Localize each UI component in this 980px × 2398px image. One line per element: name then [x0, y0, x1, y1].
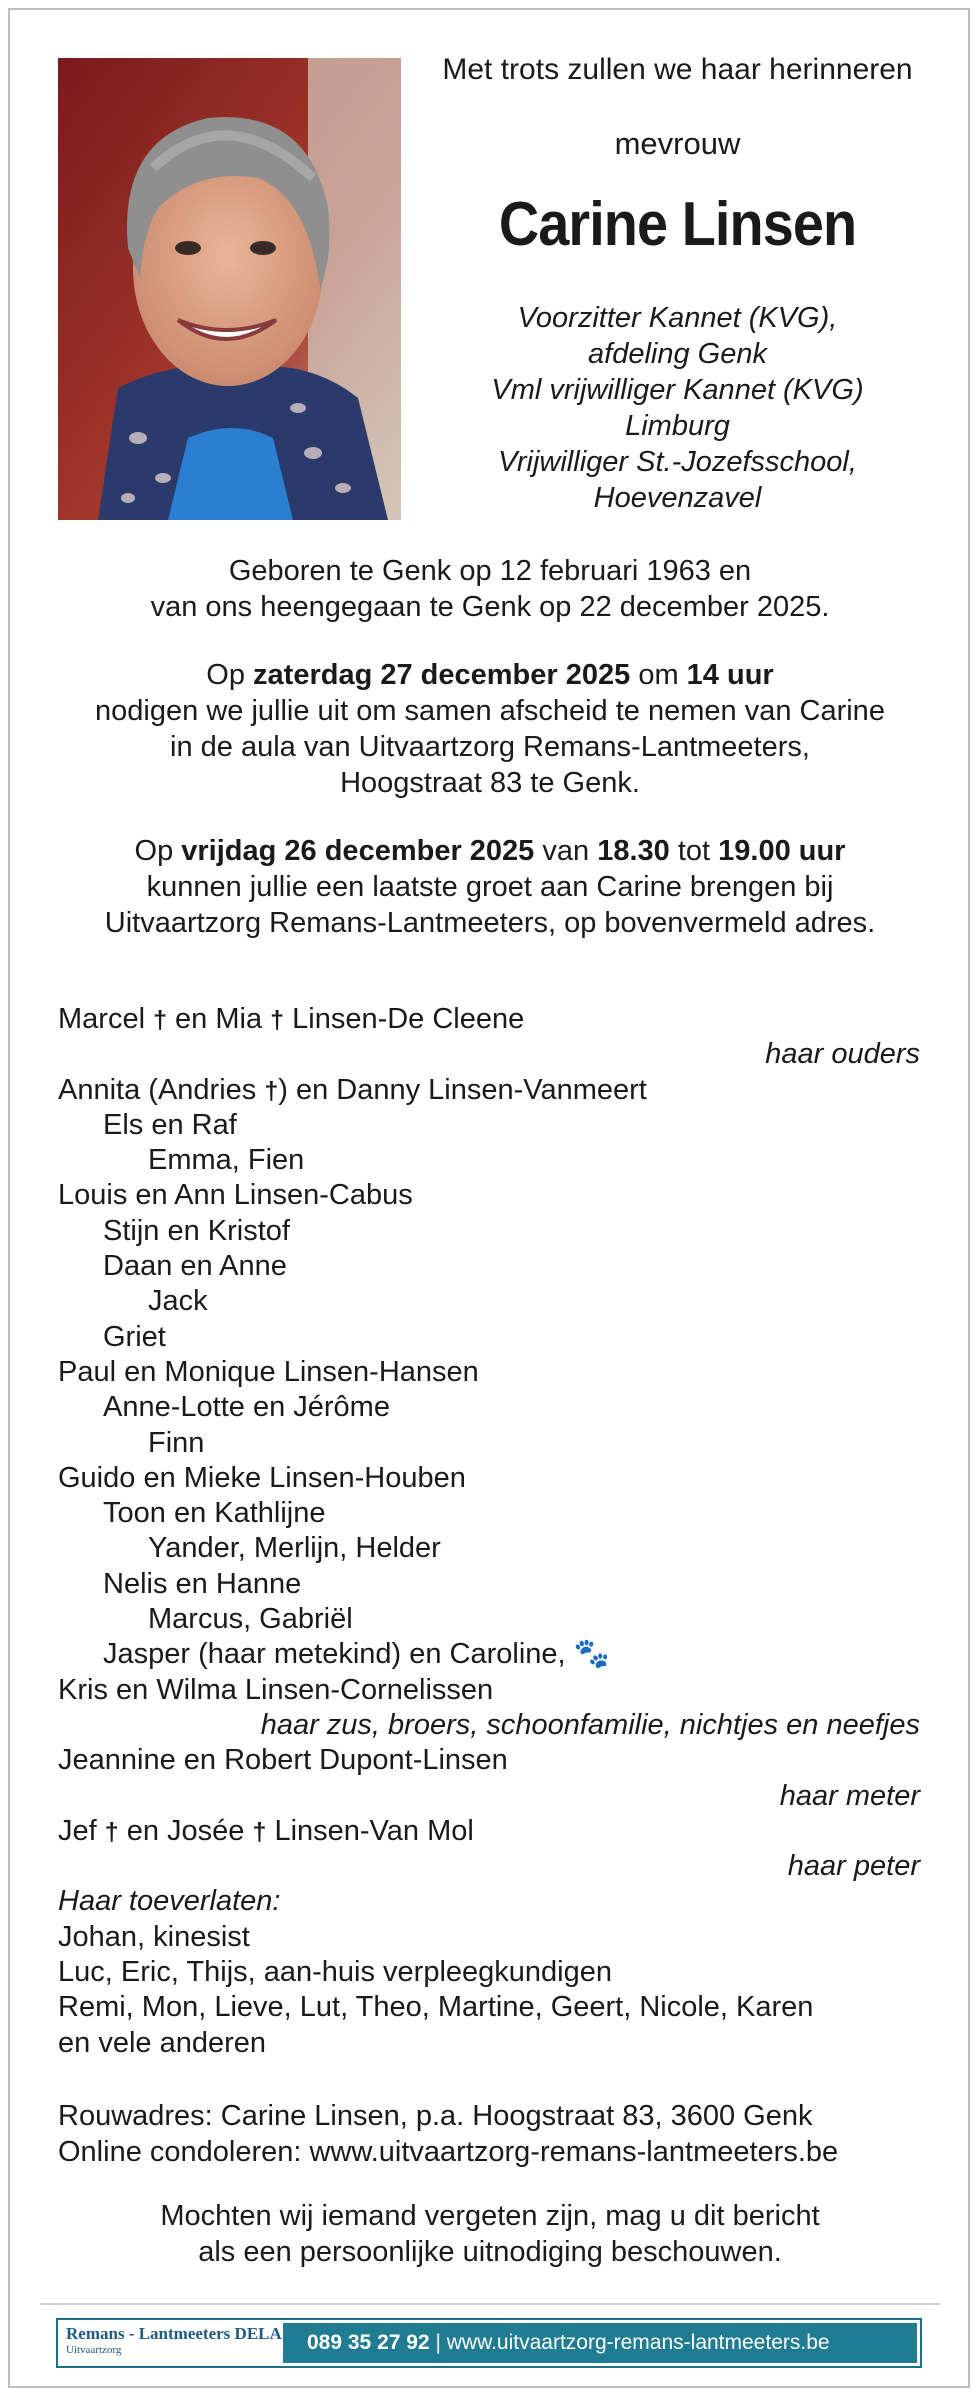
- footer-banner: [56, 2318, 922, 2368]
- list-item: Paul en Monique Linsen-Hansen: [58, 1355, 479, 1388]
- visit-line: Uitvaartzorg Remans-Lantmeeters, op bovenvermeld adres.: [104, 907, 876, 939]
- footer-divider: [40, 2303, 940, 2305]
- list-item: Marcel † en Mia † Linsen-De Cleene: [58, 1003, 525, 1035]
- visit-to: 19.00 uur: [718, 835, 846, 867]
- ceremony-day: zaterdag 27 december 2025: [253, 659, 631, 691]
- list-item: Finn: [148, 1426, 205, 1459]
- ceremony-line: in de aula van Uitvaartzorg Remans-Lantmeeters,: [170, 731, 810, 763]
- list-item: Luc, Eric, Thijs, aan-huis verpleegkundigen: [58, 1956, 613, 1989]
- list-item: Remi, Mon, Lieve, Lut, Theo, Martine, Geert, Nicole, Karen: [58, 1991, 814, 2024]
- ceremony-line: Hoogstraat 83 te Genk.: [340, 767, 640, 799]
- role-line: Voorzitter Kannet (KVG),: [517, 302, 838, 334]
- list-item: Yander, Merlijn, Helder: [148, 1532, 441, 1565]
- list-item: Jef † en Josée † Linsen-Van Mol: [58, 1814, 474, 1847]
- closing-note: [40, 2198, 940, 2270]
- birth-death-block: [40, 553, 940, 625]
- visitation-block: [40, 833, 940, 941]
- relation-label: haar zus, broers, schoonfamilie, nichtjes en neefjes: [260, 1708, 920, 1741]
- paw-icon: 🐾: [573, 1638, 610, 1671]
- role-line: Vrijwilliger St.-Jozefsschool,: [498, 446, 857, 478]
- list-item: Jasper (haar metekind) en Caroline, 🐾: [103, 1638, 610, 1671]
- relation-label: haar ouders: [765, 1038, 920, 1071]
- list-item: Anne-Lotte en Jérôme: [103, 1391, 390, 1424]
- ceremony-line: nodigen we jullie uit om samen afscheid te nemen van Carine: [95, 695, 885, 727]
- mourning-address: Rouwadres: Carine Linsen, p.a. Hoogstraat 83, 3600 Genk: [58, 2100, 813, 2132]
- list-item: Johan, kinesist: [58, 1920, 250, 1953]
- footer-contact-bar: 089 35 27 92 | www.uitvaartzorg-remans-lantmeeters.be: [283, 2323, 917, 2363]
- header: [415, 50, 940, 516]
- list-item: Nelis en Hanne: [103, 1567, 302, 1600]
- list-item: Emma, Fien: [148, 1144, 305, 1177]
- portrait-photo: [58, 58, 401, 520]
- closing-line: als een persoonlijke uitnodiging beschouwen.: [198, 2236, 782, 2268]
- role-line: afdeling Genk: [588, 338, 767, 370]
- list-item: Toon en Kathlijne: [103, 1497, 326, 1530]
- phone-number: 089 35 27 92: [307, 2331, 430, 2354]
- contact-block: [58, 2098, 938, 2170]
- list-item: Annita (Andries †) en Danny Linsen-Vanmeert: [58, 1073, 647, 1106]
- role-line: Limburg: [625, 410, 730, 442]
- cross-icon: †: [264, 1076, 279, 1105]
- section-heading: Haar toeverlaten:: [58, 1885, 281, 1918]
- roles-list: [415, 300, 940, 516]
- visit-from: 18.30: [597, 835, 670, 867]
- cross-icon: †: [104, 1817, 119, 1846]
- relation-label: haar peter: [787, 1850, 920, 1883]
- closing-line: Mochten wij iemand vergeten zijn, mag u dit bericht: [160, 2200, 820, 2232]
- funeral-home-logo: Remans - Lantmeeters DELA Uitvaartzorg: [66, 2324, 282, 2356]
- list-item: Daan en Anne: [103, 1250, 287, 1283]
- list-item: Jeannine en Robert Dupont-Linsen: [58, 1744, 508, 1777]
- online-condolence: Online condoleren: www.uitvaartzorg-remans-lantmeeters.be: [58, 2136, 839, 2168]
- birth-line: Geboren te Genk op 12 februari 1963 en: [228, 555, 752, 587]
- list-item: Louis en Ann Linsen-Cabus: [58, 1179, 413, 1212]
- cross-icon: †: [153, 1006, 167, 1034]
- list-item: en vele anderen: [58, 2026, 266, 2059]
- salutation: mevrouw: [614, 126, 741, 161]
- role-line: Vml vrijwilliger Kannet (KVG): [491, 374, 864, 406]
- list-item: Jack: [148, 1285, 208, 1318]
- intro-text: Met trots zullen we haar herinneren: [442, 53, 913, 86]
- visit-day: vrijdag 26 december 2025: [181, 835, 535, 867]
- deceased-name: Carine Linsen: [498, 190, 857, 259]
- visit-date-line: Op vrijdag 26 december 2025 van 18.30 tot 19.00 uur: [134, 835, 846, 867]
- visit-line: kunnen jullie een laatste groet aan Carine brengen bij: [146, 871, 834, 903]
- list-item: Stijn en Kristof: [103, 1214, 290, 1247]
- ceremony-block: [40, 657, 940, 801]
- cross-icon: †: [252, 1817, 267, 1846]
- cross-icon: †: [270, 1006, 285, 1034]
- role-line: Hoevenzavel: [593, 482, 762, 514]
- list-item: Griet: [103, 1320, 166, 1353]
- ceremony-time: 14 uur: [686, 659, 774, 691]
- family-list: [58, 1002, 920, 2061]
- relation-label: haar meter: [779, 1779, 920, 1812]
- death-line: van ons heengegaan te Genk op 22 december 2025.: [150, 591, 830, 623]
- list-item: Els en Raf: [103, 1108, 237, 1141]
- portrait-image: [58, 58, 401, 520]
- list-item: Guido en Mieke Linsen-Houben: [58, 1461, 466, 1494]
- ceremony-date-line: Op zaterdag 27 december 2025 om 14 uur: [206, 659, 774, 691]
- list-item: Kris en Wilma Linsen-Cornelissen: [58, 1673, 494, 1706]
- website-link[interactable]: www.uitvaartzorg-remans-lantmeeters.be: [446, 2331, 830, 2354]
- list-item: Marcus, Gabriël: [148, 1603, 353, 1636]
